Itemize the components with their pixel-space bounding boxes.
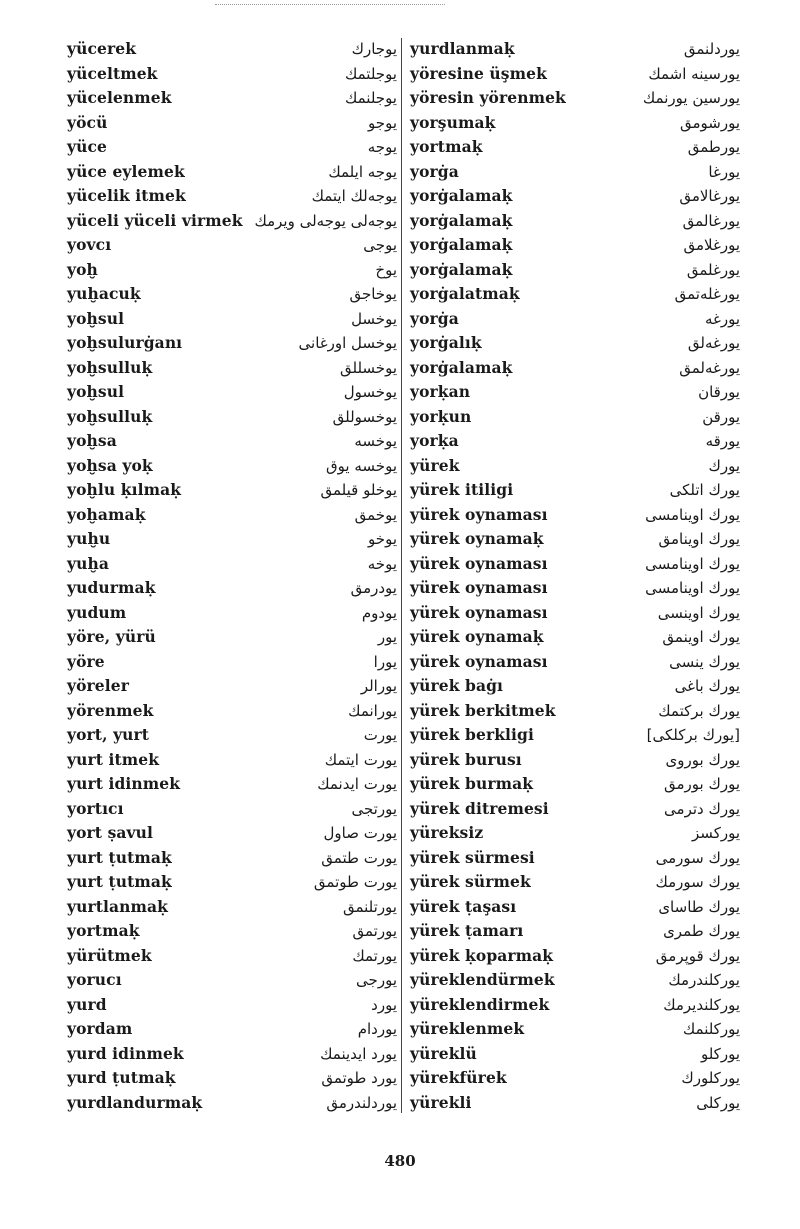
dictionary-entry xyxy=(67,209,397,234)
entry-transliteration: yüreklü xyxy=(410,1043,477,1063)
entry-transliteration: yorġalamaḳ xyxy=(410,259,513,279)
entry-transliteration: yoḫsulluḳ xyxy=(67,406,153,426)
dictionary-entry xyxy=(410,846,740,871)
dictionary-entry xyxy=(67,37,397,62)
dictionary-entry xyxy=(67,968,397,993)
dictionary-entry xyxy=(410,1017,740,1042)
entry-transliteration: yöcü xyxy=(67,112,108,132)
entry-ottoman-script: یورك سورمی xyxy=(655,848,740,867)
entry-ottoman-script: یورسینه اشمك xyxy=(648,64,740,83)
entry-transliteration: yorucı xyxy=(67,970,122,989)
entry-ottoman-script: یورغلمق xyxy=(686,260,740,279)
entry-ottoman-script: یورك xyxy=(708,456,740,475)
entry-ottoman-script: یورجی xyxy=(356,971,397,989)
entry-ottoman-script: یورك دترمی xyxy=(664,799,740,818)
entry-ottoman-script: یورانمك xyxy=(348,701,397,720)
entry-transliteration: yürek oynaması xyxy=(410,553,548,573)
entry-transliteration: yücelenmek xyxy=(67,88,172,107)
entry-ottoman-script: یورطمق xyxy=(687,138,740,156)
page-number: 480 xyxy=(384,1152,416,1170)
dictionary-entry xyxy=(410,968,740,993)
entry-ottoman-script: یورشومق xyxy=(679,113,740,132)
dictionary-entry xyxy=(410,993,740,1018)
dictionary-entry xyxy=(67,454,397,479)
dictionary-entry xyxy=(410,209,740,234)
entry-transliteration: yürütmek xyxy=(67,945,152,965)
entry-transliteration: yorġalamaḳ xyxy=(410,210,513,230)
entry-transliteration: yürek berkligi xyxy=(410,725,534,744)
entry-transliteration: yöre, yürü xyxy=(67,627,156,646)
dictionary-entry xyxy=(67,674,397,699)
right-column xyxy=(410,37,740,1115)
entry-ottoman-script: یوخلو قیلمق xyxy=(320,481,397,499)
dictionary-entry xyxy=(67,895,397,920)
entry-transliteration: yöreler xyxy=(67,676,129,695)
entry-ottoman-script: یوخو xyxy=(368,530,397,548)
left-column xyxy=(67,37,397,1115)
entry-transliteration: yoḫsa yoḳ xyxy=(67,455,153,475)
dictionary-entry xyxy=(410,356,740,381)
entry-ottoman-script: یوجه ایلمك xyxy=(328,162,397,181)
entry-transliteration: yoḫsa xyxy=(67,431,117,450)
dictionary-entry xyxy=(67,552,397,577)
entry-ottoman-script: یوردام xyxy=(357,1020,397,1038)
dictionary-entry xyxy=(410,380,740,405)
entry-transliteration: yürek oynaması xyxy=(410,578,548,597)
entry-transliteration: yorġa xyxy=(410,161,459,181)
dictionary-entry xyxy=(410,478,740,503)
dictionary-entry xyxy=(410,552,740,577)
entry-transliteration: yürek sürmek xyxy=(410,872,531,891)
entry-ottoman-script: یوخمق xyxy=(354,505,397,524)
entry-transliteration: yürek ditremesi xyxy=(410,798,549,818)
dictionary-entry xyxy=(67,1091,397,1116)
entry-ottoman-script: یورکلندیرمك xyxy=(663,995,740,1014)
entry-ottoman-script: یورسین یورنمك xyxy=(642,89,740,107)
entry-transliteration: yoḫsulurġanı xyxy=(67,333,183,352)
entry-transliteration: yovcı xyxy=(67,235,112,254)
entry-transliteration: yurd xyxy=(67,994,107,1014)
dictionary-entry xyxy=(410,429,740,454)
entry-transliteration: yüce xyxy=(67,137,107,156)
entry-ottoman-script: یور xyxy=(377,628,397,646)
entry-transliteration: yorġalamaḳ xyxy=(410,235,513,254)
entry-ottoman-script: یوجه‌لك ایتمك xyxy=(311,187,397,205)
entry-transliteration: yöresin yörenmek xyxy=(410,88,566,107)
dictionary-entry xyxy=(410,1042,740,1067)
dictionary-entry xyxy=(410,282,740,307)
entry-ottoman-script: یورغا xyxy=(708,162,740,181)
dictionary-entry xyxy=(410,797,740,822)
dictionary-entry xyxy=(67,650,397,675)
dictionary-entry xyxy=(67,993,397,1018)
entry-ottoman-script: یوخسول xyxy=(343,383,397,401)
dictionary-entry xyxy=(410,625,740,650)
entry-transliteration: yürek oynaması xyxy=(410,504,548,524)
dictionary-entry xyxy=(67,356,397,381)
dictionary-entry xyxy=(67,160,397,185)
dictionary-entry xyxy=(67,625,397,650)
entry-transliteration: yorġalatmaḳ xyxy=(410,284,520,303)
entry-transliteration: yürek berkitmek xyxy=(410,700,556,720)
dictionary-entry xyxy=(67,527,397,552)
entry-ottoman-script: یورك اوینامسی xyxy=(645,505,740,524)
entry-transliteration: yurt itmek xyxy=(67,749,160,769)
dictionary-entry xyxy=(67,576,397,601)
dictionary-entry xyxy=(410,699,740,724)
dictionary-entry xyxy=(67,797,397,822)
entry-ottoman-script: یوخسوللق xyxy=(332,407,397,426)
entry-ottoman-script: یورقان xyxy=(698,383,740,401)
dictionary-entry xyxy=(67,405,397,430)
entry-ottoman-script: یورغالامق xyxy=(679,187,740,205)
dictionary-entry xyxy=(410,503,740,528)
entry-ottoman-script: یورغالمق xyxy=(682,211,740,230)
entry-transliteration: yüreklendirmek xyxy=(410,994,550,1014)
entry-ottoman-script: یورك قوپرمق xyxy=(655,946,740,965)
entry-ottoman-script: یوخسللق xyxy=(339,358,397,377)
entry-transliteration: yort, yurt xyxy=(67,725,150,744)
entry-transliteration: yorḳan xyxy=(410,382,471,401)
dictionary-entry xyxy=(410,86,740,111)
dictionary-entry xyxy=(67,307,397,332)
entry-ottoman-script: یورکلورك xyxy=(681,1069,740,1087)
entry-transliteration: yorşumaḳ xyxy=(410,112,496,132)
entry-ottoman-script: یورك ینسی xyxy=(669,652,740,671)
entry-transliteration: yortmaḳ xyxy=(410,137,483,156)
dictionary-entry xyxy=(67,748,397,773)
entry-transliteration: yoḫsul xyxy=(67,382,125,401)
entry-transliteration: yüreksiz xyxy=(410,823,484,842)
entry-transliteration: yüceltmek xyxy=(67,63,158,83)
entry-ottoman-script: یودرمق xyxy=(350,579,397,597)
entry-transliteration: yurdlanmaḳ xyxy=(410,39,515,58)
entry-ottoman-script: یورا xyxy=(373,652,397,671)
entry-ottoman-script: یوخسل xyxy=(351,309,397,328)
entry-transliteration: yürek ḳoparmaḳ xyxy=(410,945,554,965)
entry-transliteration: yort ṣavul xyxy=(67,823,154,842)
dictionary-entry xyxy=(67,184,397,209)
dictionary-entry xyxy=(67,821,397,846)
dictionary-entry xyxy=(67,111,397,136)
entry-ottoman-script: یورتمك xyxy=(352,946,397,965)
entry-transliteration: yordam xyxy=(67,1019,133,1038)
dictionary-entry xyxy=(67,331,397,356)
entry-ottoman-script: یورتجی xyxy=(351,799,397,818)
entry-transliteration: yüceli yüceli virmek xyxy=(67,210,243,230)
entry-transliteration: yurd idinmek xyxy=(67,1043,184,1063)
entry-ottoman-script: یورت صاول xyxy=(323,824,397,842)
dictionary-entry xyxy=(410,454,740,479)
entry-transliteration: yücerek xyxy=(67,39,137,58)
dictionary-entry xyxy=(410,37,740,62)
entry-transliteration: yürek baġı xyxy=(410,676,504,695)
dictionary-entry xyxy=(67,135,397,160)
dictionary-entry xyxy=(410,307,740,332)
entry-transliteration: yürekfürek xyxy=(410,1068,507,1087)
entry-ottoman-script: یوردلنمق xyxy=(683,40,740,58)
entry-ottoman-script: یورقه xyxy=(705,432,740,450)
entry-ottoman-script: یوخ xyxy=(375,260,397,279)
entry-ottoman-script: یورد xyxy=(371,995,397,1014)
entry-ottoman-script: یورك اوینمق xyxy=(662,628,740,646)
entry-ottoman-script: یورك اتلکی xyxy=(669,481,740,499)
entry-ottoman-script: یورك بورمق xyxy=(663,775,740,793)
entry-transliteration: yudum xyxy=(67,602,127,622)
entry-transliteration: yürek itiligi xyxy=(410,480,514,499)
dictionary-entry xyxy=(410,405,740,430)
dictionary-entry xyxy=(67,772,397,797)
entry-transliteration: yürek ṭaşası xyxy=(410,896,517,916)
entry-transliteration: yüreklenmek xyxy=(410,1019,525,1038)
entry-ottoman-script: [یورك برکلکی] xyxy=(646,726,740,744)
top-rule xyxy=(215,4,445,7)
entry-ottoman-script: یوجه xyxy=(367,138,397,156)
entry-transliteration: yurt idinmek xyxy=(67,774,181,793)
dictionary-entry xyxy=(67,233,397,258)
entry-ottoman-script: یورك اوینسی xyxy=(657,603,740,622)
entry-transliteration: yücelik itmek xyxy=(67,186,186,205)
entry-transliteration: yürekli xyxy=(410,1092,472,1112)
entry-ottoman-script: یورك برکتمك xyxy=(658,701,740,720)
dictionary-entry xyxy=(410,111,740,136)
entry-transliteration: yurd ṭutmaḳ xyxy=(67,1068,176,1087)
entry-ottoman-script: یوخسه یوق xyxy=(326,456,397,475)
dictionary-entry xyxy=(410,723,740,748)
entry-ottoman-script: یوخسل اورغانی xyxy=(298,334,397,352)
dictionary-entry xyxy=(410,601,740,626)
dictionary-entry xyxy=(67,1017,397,1042)
entry-transliteration: yorġalamaḳ xyxy=(410,186,513,205)
entry-ottoman-script: یورتمق xyxy=(352,922,397,940)
entry-transliteration: yöre xyxy=(67,651,105,671)
entry-transliteration: yorġalamaḳ xyxy=(410,357,513,377)
entry-transliteration: yurdlandurmaḳ xyxy=(67,1092,203,1112)
entry-ottoman-script: یوخه xyxy=(367,554,397,573)
dictionary-entry xyxy=(410,576,740,601)
entry-transliteration: yurt ṭutmaḳ xyxy=(67,847,172,867)
entry-ottoman-script: یورقن xyxy=(702,407,740,426)
entry-transliteration: yuḫacuḳ xyxy=(67,284,141,303)
entry-transliteration: yöresine üşmek xyxy=(410,63,547,83)
dictionary-entry xyxy=(67,503,397,528)
entry-ottoman-script: یورد ایدینمك xyxy=(320,1044,397,1063)
dictionary-entry xyxy=(67,258,397,283)
dictionary-entry xyxy=(67,870,397,895)
dictionary-entry xyxy=(410,919,740,944)
dictionary-entry xyxy=(410,650,740,675)
entry-ottoman-script: یورکلنمك xyxy=(682,1020,740,1038)
entry-ottoman-script: یورالر xyxy=(360,677,397,695)
dictionary-entry xyxy=(67,380,397,405)
entry-transliteration: yuḫu xyxy=(67,529,111,548)
entry-ottoman-script: یورك اوینامسی xyxy=(645,554,740,573)
entry-ottoman-script: یورك سورمك xyxy=(655,873,740,891)
dictionary-entry xyxy=(67,944,397,969)
entry-ottoman-script: یورك اوینامق xyxy=(658,530,740,548)
dictionary-entry xyxy=(67,1042,397,1067)
entry-ottoman-script: یورکلو xyxy=(700,1044,740,1063)
dictionary-entry xyxy=(67,429,397,454)
entry-ottoman-script: یورك باغی xyxy=(674,677,740,695)
entry-ottoman-script: یوجو xyxy=(368,113,397,132)
dictionary-entry xyxy=(410,895,740,920)
entry-transliteration: yoḫsulluḳ xyxy=(67,357,153,377)
entry-ottoman-script: یورت طتمق xyxy=(321,848,397,867)
entry-ottoman-script: یورد طوتمق xyxy=(321,1069,397,1087)
entry-transliteration: yürek ṭamarı xyxy=(410,921,524,940)
entry-ottoman-script: یوجی xyxy=(363,236,397,254)
entry-transliteration: yorġa xyxy=(410,308,459,328)
entry-ottoman-script: یورت xyxy=(363,726,397,744)
entry-ottoman-script: یوجلنمك xyxy=(344,89,397,107)
dictionary-entry xyxy=(410,258,740,283)
entry-ottoman-script: یورك طاسای xyxy=(658,897,740,916)
dictionary-entry xyxy=(67,62,397,87)
entry-ottoman-script: یوجه‌لی یوجه‌لی ویرمك xyxy=(254,211,397,230)
entry-transliteration: yürek burmaḳ xyxy=(410,774,534,793)
entry-transliteration: yürek sürmesi xyxy=(410,847,535,867)
entry-transliteration: yuḫa xyxy=(67,553,109,573)
entry-ottoman-script: یورت طوتمق xyxy=(313,873,397,891)
entry-transliteration: yüce eylemek xyxy=(67,161,185,181)
dictionary-entry xyxy=(410,135,740,160)
dictionary-entry xyxy=(410,748,740,773)
entry-ottoman-script: یورك بوروی xyxy=(665,750,740,769)
entry-ottoman-script: یورت ایدنمك xyxy=(317,775,397,793)
dictionary-entry xyxy=(410,1091,740,1116)
entry-transliteration: yortmaḳ xyxy=(67,921,140,940)
entry-ottoman-script: یورکلندرمك xyxy=(668,971,740,989)
entry-transliteration: yürek oynaması xyxy=(410,602,548,622)
dictionary-entry xyxy=(67,699,397,724)
entry-transliteration: yudurmaḳ xyxy=(67,578,156,597)
dictionary-entry xyxy=(410,160,740,185)
entry-ottoman-script: یورغلامق xyxy=(683,236,740,254)
entry-transliteration: yüreklendürmek xyxy=(410,970,555,989)
entry-transliteration: yürek xyxy=(410,455,460,475)
entry-transliteration: yorḳun xyxy=(410,406,472,426)
entry-transliteration: yoḫlu ḳılmaḳ xyxy=(67,480,182,499)
dictionary-entry xyxy=(410,821,740,846)
dictionary-entry xyxy=(67,846,397,871)
entry-transliteration: yoḫ xyxy=(67,259,98,279)
entry-transliteration: yürek oynaması xyxy=(410,651,548,671)
dictionary-entry xyxy=(67,282,397,307)
entry-transliteration: yorḳa xyxy=(410,431,459,450)
entry-ottoman-script: یوخسه xyxy=(354,432,397,450)
entry-transliteration: yoḫamaḳ xyxy=(67,504,146,524)
entry-ottoman-script: یوخاجق xyxy=(349,285,397,303)
dictionary-entry xyxy=(410,527,740,552)
dictionary-entry xyxy=(67,601,397,626)
dictionary-entry xyxy=(67,1066,397,1091)
entry-transliteration: yürek oynamaḳ xyxy=(410,627,544,646)
entry-ottoman-script: یوجلتمك xyxy=(344,64,397,83)
dictionary-entry xyxy=(410,1066,740,1091)
entry-ottoman-script: یورغله‌تمق xyxy=(674,285,740,303)
dictionary-entry xyxy=(410,870,740,895)
dictionary-entry xyxy=(410,184,740,209)
entry-ottoman-script: یوردلندرمق xyxy=(326,1093,397,1112)
entry-ottoman-script: یودوم xyxy=(361,603,397,622)
entry-transliteration: yürek burusı xyxy=(410,749,522,769)
entry-transliteration: yürek oynamaḳ xyxy=(410,529,544,548)
entry-ottoman-script: یورکلی xyxy=(696,1093,740,1112)
entry-ottoman-script: یورغه‌لمق xyxy=(679,358,740,377)
entry-ottoman-script: یورتلنمق xyxy=(342,897,397,916)
entry-transliteration: yurtlanmaḳ xyxy=(67,896,168,916)
entry-transliteration: yörenmek xyxy=(67,700,154,720)
dictionary-entry xyxy=(410,331,740,356)
dictionary-entry xyxy=(410,944,740,969)
dictionary-entry xyxy=(410,233,740,258)
entry-ottoman-script: یورغه xyxy=(704,309,740,328)
entry-ottoman-script: یورك اوینامسی xyxy=(645,579,740,597)
entry-ottoman-script: یوجارك xyxy=(351,40,397,58)
dictionary-entry xyxy=(67,919,397,944)
dictionary-entry xyxy=(410,674,740,699)
entry-transliteration: yoḫsul xyxy=(67,308,125,328)
dictionary-entry xyxy=(67,723,397,748)
column-divider xyxy=(401,38,402,1113)
dictionary-entry xyxy=(410,772,740,797)
dictionary-entry xyxy=(67,86,397,111)
dictionary-entry xyxy=(410,62,740,87)
entry-ottoman-script: یورغه‌لق xyxy=(687,334,740,352)
entry-ottoman-script: یورك طمری xyxy=(663,922,740,940)
entry-ottoman-script: یورت ایتمك xyxy=(324,750,397,769)
entry-transliteration: yorġalıḳ xyxy=(410,333,482,352)
entry-transliteration: yurt ṭutmaḳ xyxy=(67,872,172,891)
entry-transliteration: yortıcı xyxy=(67,798,124,818)
dictionary-entry xyxy=(67,478,397,503)
entry-ottoman-script: یورکسز xyxy=(692,824,740,842)
